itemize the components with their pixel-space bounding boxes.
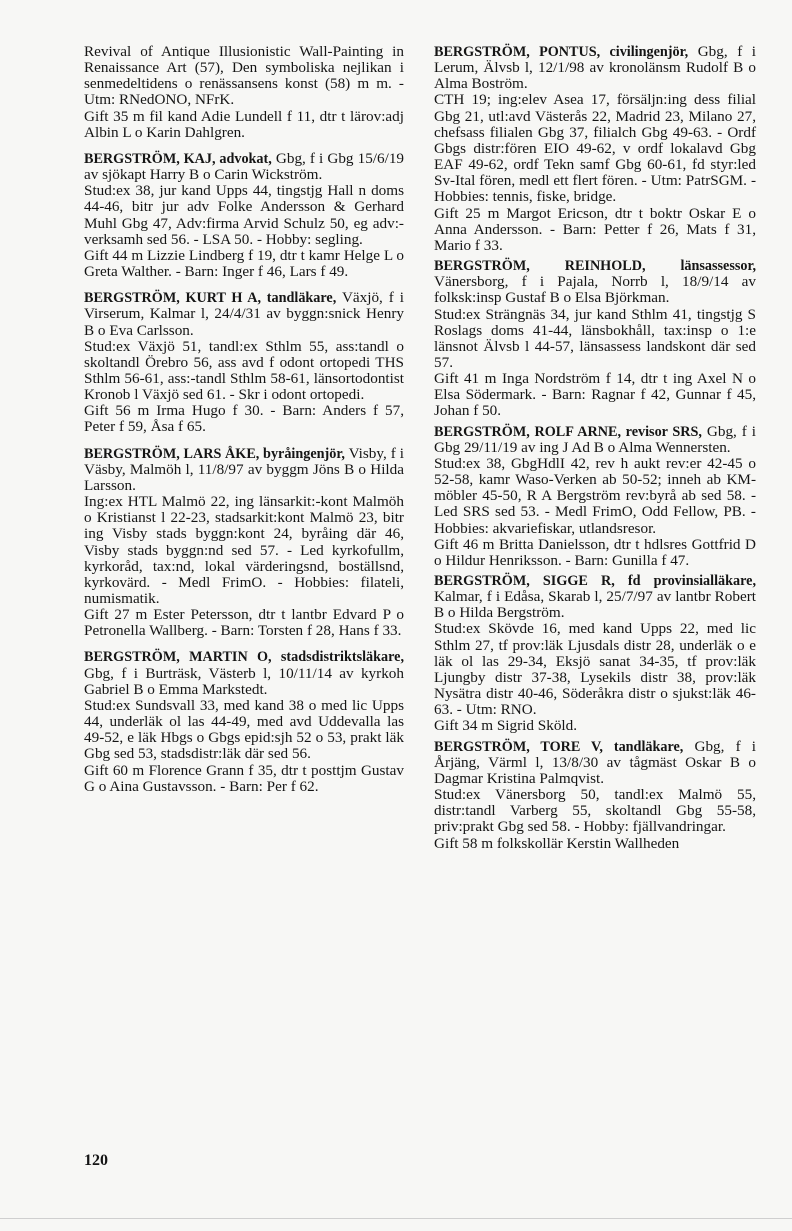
entry-family: Gift 25 m Margot Ericson, dtr t boktr Oskar E o Anna Andersson. - Barn: Petter f 26, Mats f 31, Mario f 33.: [434, 204, 756, 254]
entry-body: Kalmar, f i Edåsa, Skarab l, 25/7/97 av lantbr Robert B o Hilda Bergström.: [434, 588, 756, 622]
entry-body: Gbg, f i Gbg 15/6/19 av sjökapt Harry B o Carin Wickström.: [84, 149, 405, 184]
left-column: [84, 44, 404, 805]
entry-intro: [84, 446, 404, 494]
entry-career: Ing:ex HTL Malmö 22, ing länsarkit:-kont Malmöh o Kristianst l 22-23, stadsarkit:kont Malmö 23, bitr ing Visby stads byggn:kont 24, byråing där 46, Visby stads byggn:nd sed 57. - Led kyrkofullm, kyrkoråd, tax:nd, lokal värderingsnd, boställsnd, kyrkovärd. - Medl FrimO. - Hobbies: filateli, numismatik.: [84, 493, 404, 607]
entry-heading: BERGSTRÖM, KAJ, advokat,: [84, 150, 272, 167]
entry-intro: [434, 573, 756, 621]
entry-body: Gbg, f i Årjäng, Värml l, 13/8/30 av tågmäst Oskar B o Dagmar Kristina Palmqvist.: [434, 737, 757, 787]
entry-intro: [434, 424, 756, 456]
entry-intro: [84, 290, 404, 338]
biography-entry: [84, 44, 404, 141]
entry-career: Stud:ex 38, jur kand Upps 44, tingstjg Hall n doms 44-46, bitr jur adv Folke Andersson & Gerhard Muhl Gbg 47, Adv:firma Arvid Schulz 50, eg adv:-verksamh sed 56. - LSA 50. - Hobby: segling.: [84, 182, 404, 248]
entry-heading: BERGSTRÖM, MARTIN O, stadsdistriktsläkare,: [84, 649, 404, 666]
biography-entry: [434, 258, 756, 420]
entry-career: Stud:ex Vänersborg 50, tandl:ex Malmö 55, distr:tandl Varberg 55, skoltandl Gbg 55-58, priv:prakt Gbg sed 58. - Hobby: fjällvandringar.: [434, 786, 756, 836]
entry-family: Gift 60 m Florence Grann f 35, dtr t posttjm Gustav G o Aina Gustavsson. - Barn: Per f 62.: [84, 761, 404, 795]
biography-entry: [434, 739, 756, 852]
entry-body: Visby, f i Väsby, Malmöh l, 11/8/97 av byggm Jöns B o Hilda Larsson.: [84, 444, 404, 494]
entry-family: Gift 27 m Ester Petersson, dtr t lantbr Edvard P o Petronella Wallberg. - Barn: Torsten f 28, Hans f 33.: [84, 606, 404, 640]
entry-body: Revival of Antique Illusionistic Wall-Painting in Renaissance Art (57), Den symboliska nejlikan i senmedeltidens o renässansens konst (58) m m. - Utm: RNedONO, NFrK.: [84, 43, 404, 109]
biography-entry: [84, 151, 404, 280]
entry-family: Gift 35 m fil kand Adie Lundell f 11, dtr t lärov:adj Albin L o Karin Dahlgren.: [84, 107, 404, 141]
bottom-divider: [0, 1218, 792, 1219]
entry-career: Stud:ex Skövde 16, med kand Upps 22, med lic Sthlm 27, tf prov:läk Ljusdals distr 28, underläk o e läk ol las 29-34, Eksjö sanat 34-35, tf prov:läk Ljungby distr 37-38, Lysekils distr 38, prov:läk Nysätra distr 40-46, Söderåkra distr o sjukst:läk 46-63. - Utm: RNO.: [434, 620, 756, 719]
entry-intro: [434, 258, 756, 306]
entry-body: Växjö, f i Virserum, Kalmar l, 24/4/31 av byggn:snick Henry B o Eva Carlsson.: [84, 289, 404, 339]
entry-heading: BERGSTRÖM, ROLF ARNE, revisor SRS,: [434, 423, 702, 440]
entry-family: Gift 58 m folkskollär Kerstin Wallheden: [434, 834, 680, 852]
entry-family: Gift 46 m Britta Danielsson, dtr t hdlsres Gottfrid D o Hildur Henriksson. - Barn: Gunilla f 47.: [434, 535, 756, 569]
entry-career: Stud:ex Strängnäs 34, jur kand Sthlm 41, tingstjg S Roslags doms 41-44, länsbokhåll, tax:insp o 1:e länsnot Älvsb l 44-57, länsassess landskont där sed 57.: [434, 305, 756, 371]
biography-entry: [434, 44, 756, 254]
biography-entry: [84, 290, 404, 435]
entry-heading: BERGSTRÖM, REINHOLD, länsassessor,: [434, 258, 756, 275]
right-column: [434, 44, 756, 856]
entry-career: Stud:ex Sundsvall 33, med kand 38 o med lic Upps 44, underläk ol las 44-49, med avd Uddevalla las 49-52, e läk Hbgs o Gbgs epid:sjh 52 o 53, prakt läk Gbg sed 53, stadsdistr:läk där sed 56.: [84, 696, 404, 763]
entry-family: Gift 34 m Sigrid Sköld.: [434, 717, 578, 735]
biography-entry: [434, 573, 756, 735]
entry-intro: [84, 151, 404, 183]
entry-heading: BERGSTRÖM, TORE V, tandläkare,: [434, 738, 684, 755]
entry-body: Gbg, f i Burträsk, Västerb l, 10/11/14 av kyrkoh Gabriel B o Emma Markstedt.: [84, 664, 404, 698]
entry-intro: [434, 44, 756, 92]
entry-career: Stud:ex Växjö 51, tandl:ex Sthlm 55, ass:tandl o skoltandl Örebro 56, ass avd f odont ortopedi THS Sthlm 56-61, ass:-tandl Sthlm 58-61, länsortodontist Kronob l Växjö sed 61. - Skr i odont ortopedi.: [84, 337, 404, 404]
entry-intro: [434, 739, 756, 787]
biography-entry: [434, 424, 756, 569]
entry-heading: BERGSTRÖM, PONTUS, civilingenjör,: [434, 44, 689, 60]
entry-career: Stud:ex 38, GbgHdlI 42, rev h aukt rev:er 42-45 o 52-58, kamr Waso-Verken ab 50-52; inneh ab KM-möbler 45-50, R A Bergström rev:byrå ab sed 58. - Led SRS sed 53. - Medl FrimO, Odd Fellow, PB. - Hobbies: akvariefiskar, utlandsresor.: [434, 454, 756, 537]
entry-heading: BERGSTRÖM, KURT H A, tandläkare,: [84, 290, 337, 307]
page-number: 120: [84, 1152, 108, 1169]
entry-body: Gbg, f i Gbg 29/11/19 av ing J Ad B o Alma Wennersten.: [434, 422, 757, 456]
entry-family: Gift 56 m Irma Hugo f 30. - Barn: Anders f 57, Peter f 59, Åsa f 65.: [84, 402, 404, 436]
entry-heading: BERGSTRÖM, LARS ÅKE, byråingenjör,: [84, 445, 345, 462]
entry-heading: BERGSTRÖM, SIGGE R, fd provinsialläkare,: [434, 573, 756, 589]
entry-career: CTH 19; ing:elev Asea 17, försäljn:ing dess filial Gbg 21, utl:avd Västerås 22, Madrid 23, Milano 27, chefsass filialen Gbg 37, filialch Gbg 49-63. - Ordf Gbgs distr:fören EIO 49-62, v ordf lokalavd Gbg EAF 49-62, ordf Tekn samf Gbg 60-61, fd styr:led Sv-Ital fören, medl ett flert fören. - Utm: PatrSGM. - Hobbies: tennis, fiske, bridge.: [434, 91, 756, 206]
entry-intro: [84, 649, 404, 697]
entry-body: Gbg, f i Lerum, Älvsb l, 12/1/98 av kronolänsm Rudolf B o Alma Boström.: [434, 43, 757, 93]
biography-entry: [84, 649, 404, 794]
entry-family: Gift 44 m Lizzie Lindberg f 19, dtr t kamr Helge L o Greta Walther. - Barn: Inger f 46, Lars f 49.: [84, 246, 404, 281]
biography-entry: [84, 446, 404, 640]
entry-body: Vänersborg, f i Pajala, Norrb l, 18/9/14 av folksk:insp Gustaf B o Elsa Björkman.: [434, 273, 756, 307]
entry-family: Gift 41 m Inga Nordström f 14, dtr t ing Axel N o Elsa Södermark. - Barn: Ragnar f 42, Gunnar f 45, Johan f 50.: [434, 370, 756, 420]
